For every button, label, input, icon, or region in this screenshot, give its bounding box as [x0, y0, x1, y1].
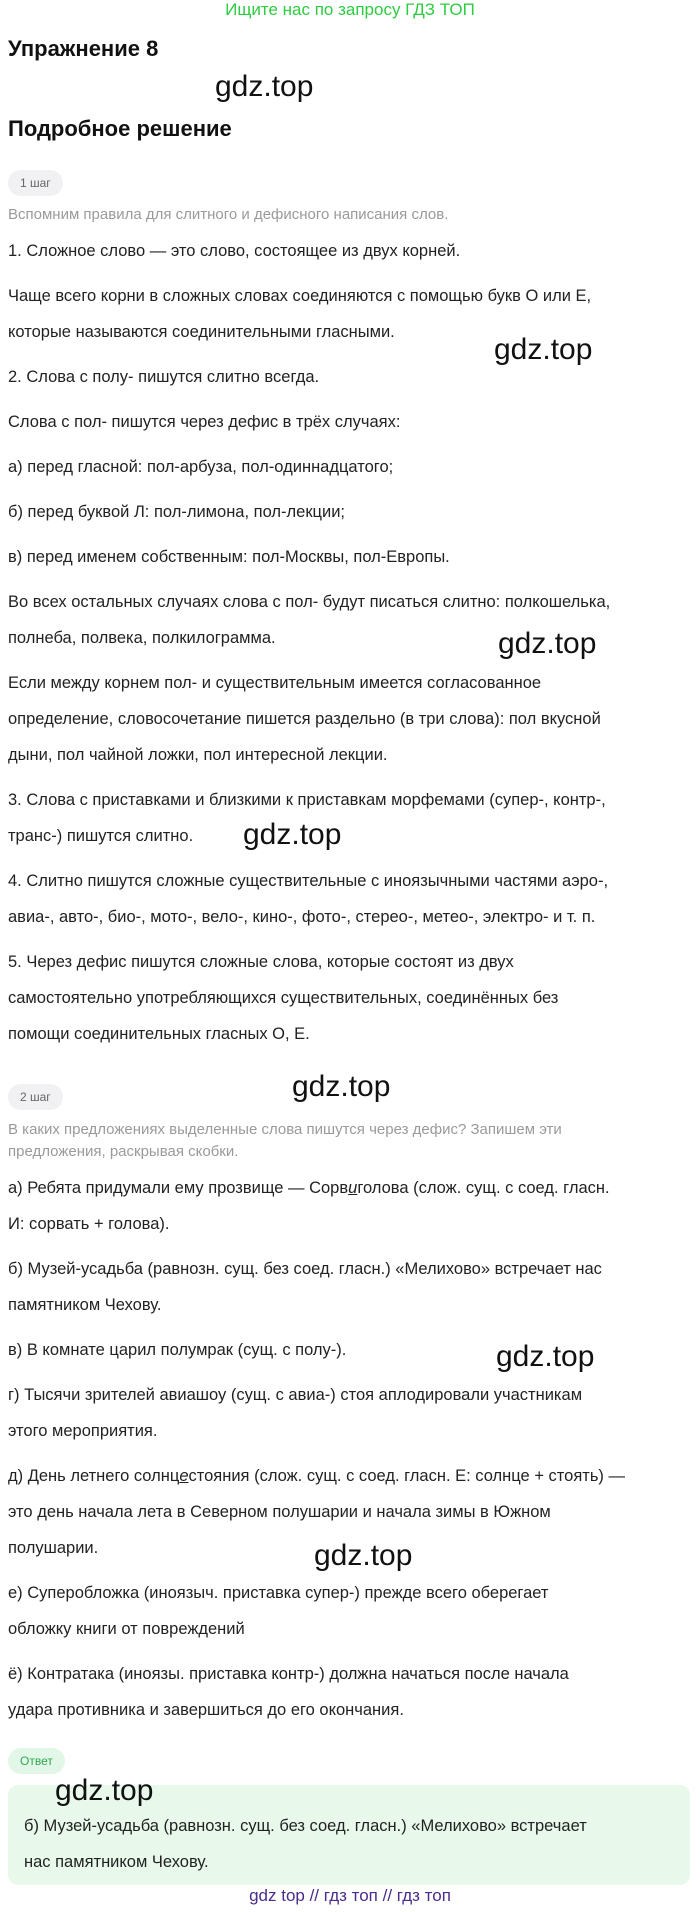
- text-line: б) Музей-усадьба (равнозн. сущ. без соед. гласн.) «Мелихово» встречает нас: [8, 1260, 602, 1278]
- text-line: которые называются соединительными гласными.: [8, 323, 395, 341]
- text-line: е) Суперобложка (иноязыч. приставка супер-) прежде всего оберегает: [8, 1584, 549, 1602]
- answer-badge: Ответ: [8, 1748, 65, 1774]
- text-line: в) перед именем собственным: пол-Москвы, пол-Европы.: [8, 548, 450, 566]
- text-line: б) перед буквой Л: пол-лимона, пол-лекции;: [8, 503, 346, 521]
- text-line: дыни, пол чайной ложки, пол интересной лекции.: [8, 746, 388, 764]
- step-badge-1: 1 шаг: [8, 170, 63, 196]
- text-line: самостоятельно употребляющихся существительных, соединённых без: [8, 989, 559, 1007]
- text-line: г) Тысячи зрителей авиашоу (сущ. с авиа-) стоя аплодировали участникам: [8, 1386, 583, 1404]
- text-line: Во всех остальных случаях слова с пол- будут писаться слитно: полкошелька,: [8, 593, 611, 611]
- text-line: Чаще всего корни в сложных словах соединяются с помощью букв О или Е,: [8, 287, 592, 305]
- text-line: 5. Через дефис пишутся сложные слова, которые состоят из двух: [8, 953, 514, 971]
- text-line: транс-) пишутся слитно.: [8, 827, 194, 845]
- text-line: 1. Сложное слово — это слово, состоящее из двух корней.: [8, 242, 461, 260]
- footer-links[interactable]: gdz top // гдз топ // гдз топ: [249, 1886, 451, 1905]
- step-intro: Вспомним правила для слитного и дефисного написания слов.: [8, 206, 449, 223]
- watermark: gdz.top: [496, 1340, 595, 1373]
- text-line: а) Ребята придумали ему прозвище — Сорвиголова (слож. сущ. с соед. гласн.: [8, 1179, 610, 1197]
- text-line: Слова с пол- пишутся через дефис в трёх случаях:: [8, 413, 401, 431]
- text-line: ё) Контратака (иноязы. приставка контр-) должна начаться после начала: [8, 1665, 569, 1683]
- text-line: 2. Слова с полу- пишутся слитно всегда.: [8, 368, 320, 386]
- text-line: удара противника и завершиться до его окончания.: [8, 1701, 404, 1719]
- watermark: gdz.top: [314, 1539, 413, 1572]
- watermark: gdz.top: [243, 818, 342, 851]
- solution-title: Подробное решение: [8, 116, 232, 141]
- highlighted-letter: и: [348, 1179, 358, 1197]
- step-badge-2: 2 шаг: [8, 1084, 63, 1110]
- answer-line: б) Музей-усадьба (равнозн. сущ. без соед. гласн.) «Мелихово» встречает: [24, 1817, 587, 1835]
- text-line: авиа-, авто-, био-, мото-, вело-, кино-, фото-, стерео-, метео-, электро- и т. п.: [8, 908, 596, 926]
- watermark: gdz.top: [498, 627, 597, 660]
- text-line: памятником Чехову.: [8, 1296, 162, 1314]
- text-line: помощи соединительных гласных О, Е.: [8, 1025, 310, 1043]
- text-line: это день начала лета в Северном полушарии и начала зимы в Южном: [8, 1503, 551, 1521]
- watermark: gdz.top: [494, 333, 593, 366]
- answer-line: нас памятником Чехову.: [24, 1853, 209, 1871]
- watermark: gdz.top: [215, 70, 314, 103]
- text-line: этого мероприятия.: [8, 1422, 158, 1440]
- text-line: обложку книги от повреждений: [8, 1620, 245, 1638]
- text-line: Если между корнем пол- и существительным имеется согласованное: [8, 674, 542, 692]
- top-banner[interactable]: Ищите нас по запросу ГДЗ ТОП: [225, 0, 475, 19]
- text-line: полушарии.: [8, 1539, 99, 1557]
- watermark: gdz.top: [55, 1774, 154, 1807]
- text-line: 4. Слитно пишутся сложные существительные с иноязычными частями аэро-,: [8, 872, 609, 890]
- text-line: в) В комнате царил полумрак (сущ. с полу-).: [8, 1341, 347, 1359]
- text-line: И: сорвать + голова).: [8, 1215, 170, 1233]
- watermark: gdz.top: [292, 1070, 391, 1103]
- text-line: полнеба, полвека, полкилограмма.: [8, 629, 276, 647]
- step-intro: предложения, раскрывая скобки.: [8, 1143, 239, 1160]
- highlighted-letter: е: [179, 1467, 189, 1485]
- text-line: 3. Слова с приставками и близкими к приставкам морфемами (супер-, контр-,: [8, 791, 606, 809]
- text-line: а) перед гласной: пол-арбуза, пол-одиннадцатого;: [8, 458, 394, 476]
- text-line: определение, словосочетание пишется раздельно (в три слова): пол вкусной: [8, 710, 601, 728]
- text-line: д) День летнего солнцестояния (слож. сущ. с соед. гласн. Е: солнце + стоять) —: [8, 1467, 626, 1485]
- exercise-title: Упражнение 8: [8, 36, 159, 61]
- step-intro: В каких предложениях выделенные слова пишутся через дефис? Запишем эти: [8, 1121, 562, 1138]
